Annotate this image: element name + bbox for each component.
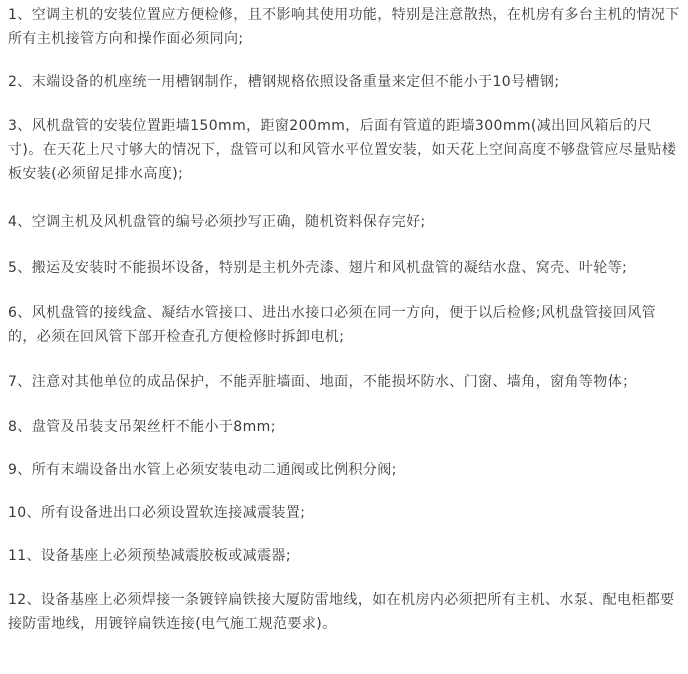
- paragraph-11: 11、设备基座上必须预垫减震胶板或减震器;: [8, 548, 291, 564]
- paragraph-3: 3、风机盘管的安装位置距墙150mm，距窗200mm，后面有管道的距墙300mm(减出回风箱后的尺寸)。在天花上尺寸够大的情况下，盘管可以和风管水平位置安装，如天花上空间高度不够盘管应尽量贴楼板安装(必须留足排水高度);: [8, 118, 677, 182]
- paragraph-2: 2、末端设备的机座统一用槽钢制作，槽钢规格依照设备重量来定但不能小于10号槽钢;: [8, 74, 560, 90]
- paragraph-1: 1、空调主机的安装位置应方便检修，且不影响其使用功能，特别是注意散热，在机房有多台主机的情况下所有主机接管方向和操作面必须同向;: [8, 7, 680, 47]
- paragraph-8: 8、盘管及吊装支吊架丝杆不能小于8mm;: [8, 419, 276, 435]
- paragraph-10: 10、所有设备进出口必须设置软连接减震装置;: [8, 505, 306, 521]
- paragraph-6: 6、风机盘管的接线盒、凝结水管接口、进出水接口必须在同一方向，便于以后检修;风机盘管接回风管的，必须在回风管下部开检查孔方便检修时拆卸电机;: [8, 305, 657, 345]
- paragraph-12: 12、设备基座上必须焊接一条镀锌扁铁接大厦防雷地线，如在机房内必须把所有主机、水泵、配电柜都要接防雷地线，用镀锌扁铁连接(电气施工规范要求)。: [8, 592, 675, 632]
- paragraph-7: 7、注意对其他单位的成品保护，不能弄脏墙面、地面，不能损坏防水、门窗、墙角，窗角等物体；: [8, 374, 637, 390]
- paragraph-9: 9、所有末端设备出水管上必须安装电动二通阀或比例积分阀;: [8, 462, 397, 478]
- paragraph-4: 4、空调主机及风机盘管的编号必须抄写正确，随机资料保存完好;: [8, 214, 426, 230]
- paragraph-5: 5、搬运及安装时不能损坏设备，特别是主机外壳漆、翅片和风机盘管的凝结水盘、窝壳、叶轮等;: [8, 260, 628, 276]
